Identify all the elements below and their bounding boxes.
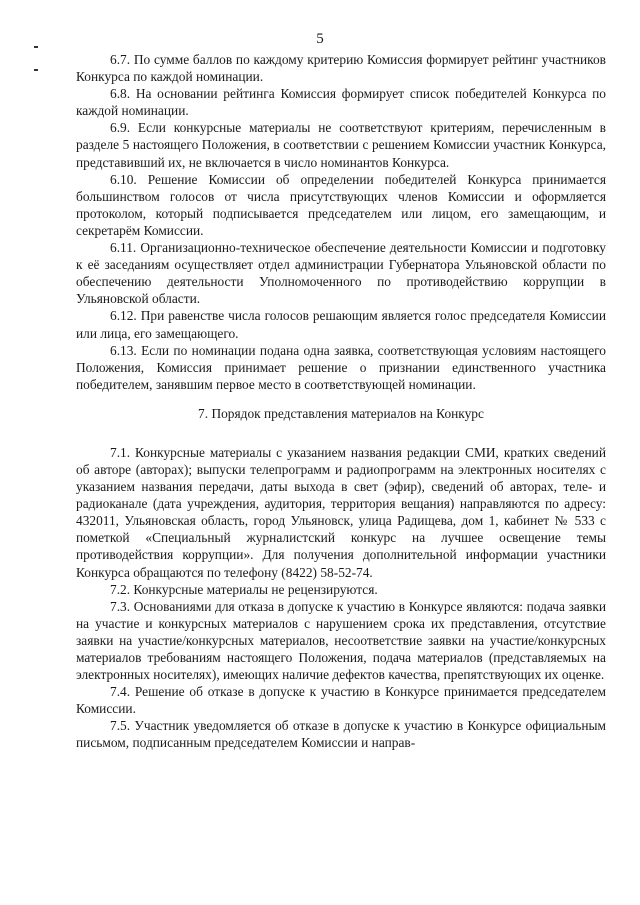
section-7-title: 7. Порядок представления материалов на Конкурс	[198, 405, 484, 421]
paragraph-6-11: 6.11. Организационно-техническое обеспечение деятельности Комиссии и подготовку к её заседаниям осуществляет отдел администрации Губернатора Ульяновской области по обеспечению деятельности Уполномоченного по противодействию коррупции в Ульяновской области.	[76, 240, 606, 307]
paragraph-6-10: 6.10. Решение Комиссии об определении победителей Конкурса принимается большинством голосов от числа присутствующих членов Комиссии и оформляется протоколом, который подписывается председателем или лицом, его замещающим, и секретарём Комиссии.	[76, 171, 606, 238]
paragraph-7-3: 7.3. Основаниями для отказа в допуске к участию в Конкурсе являются: подача заявки на участие и конкурсных материалов с нарушением срока их представления, отсутствие заявки на участие/конкурсных материалов, несоответствие заявки на участие/конкурсных материалов требованиям настоящего Положения, подача материалов (представляемых на электронных носителях), имеющих наличие дефектов качества, препятствующих их оценке.	[76, 598, 606, 683]
document-body	[76, 51, 606, 752]
paragraph-6-8: 6.8. На основании рейтинга Комиссия формирует список победителей Конкурса по каждой номинации.	[76, 86, 606, 119]
paragraph-6-12: 6.12. При равенстве числа голосов решающим является голос председателя Комиссии или лица, его замещающего.	[76, 308, 606, 341]
paragraph-6-13: 6.13. Если по номинации подана одна заявка, соответствующая условиям настоящего Положения, Комиссия принимает решение о признании единственного участника победителем, занявшим первое место в соответствующей номинации.	[76, 342, 606, 392]
paragraph-7-5: 7.5. Участник уведомляется об отказе в допуске к участию в Конкурсе официальным письмом, подписанным председателем Комиссии и направ-	[76, 718, 606, 751]
paragraph-6-9: 6.9. Если конкурсные материалы не соответствуют критериям, перечисленным в разделе 5 настоящего Положения, в соответствии с решением Комиссии участник Конкурса, представивший их, не включается в число номинантов Конкурса.	[76, 120, 606, 170]
page-number: 5	[316, 31, 324, 47]
paragraph-7-2: 7.2. Конкурсные материалы не рецензируются.	[110, 581, 378, 597]
scan-artifact	[34, 69, 38, 71]
paragraph-7-4: 7.4. Решение об отказе в допуске к участию в Конкурсе принимается председателем Комиссии.	[76, 684, 606, 717]
paragraph-7-1: 7.1. Конкурсные материалы с указанием названия редакции СМИ, кратких сведений об авторе (авторах); выпуски телепрограмм и радиопрограмм на электронных носителях с указанием названия передачи, даты выхода в свет (эфир), сведений об авторах, теле- и радиоканале (дата учреждения, аудитория, территория вещания) направляются по адресу: 432011, Ульяновская область, город Ульяновск, улица Радищева, дом 1, кабинет № 533 с пометкой «Специальный журналистский конкурс на лучшее освещение темы противодействия коррупции». Для получения дополнительной информации участники Конкурса обращаются по телефону (8422) 58-52-74.	[76, 444, 606, 580]
scan-artifact	[34, 46, 38, 48]
paragraph-6-7: 6.7. По сумме баллов по каждому критерию Комиссия формирует рейтинг участников Конкурса по каждой номинации.	[76, 52, 606, 85]
